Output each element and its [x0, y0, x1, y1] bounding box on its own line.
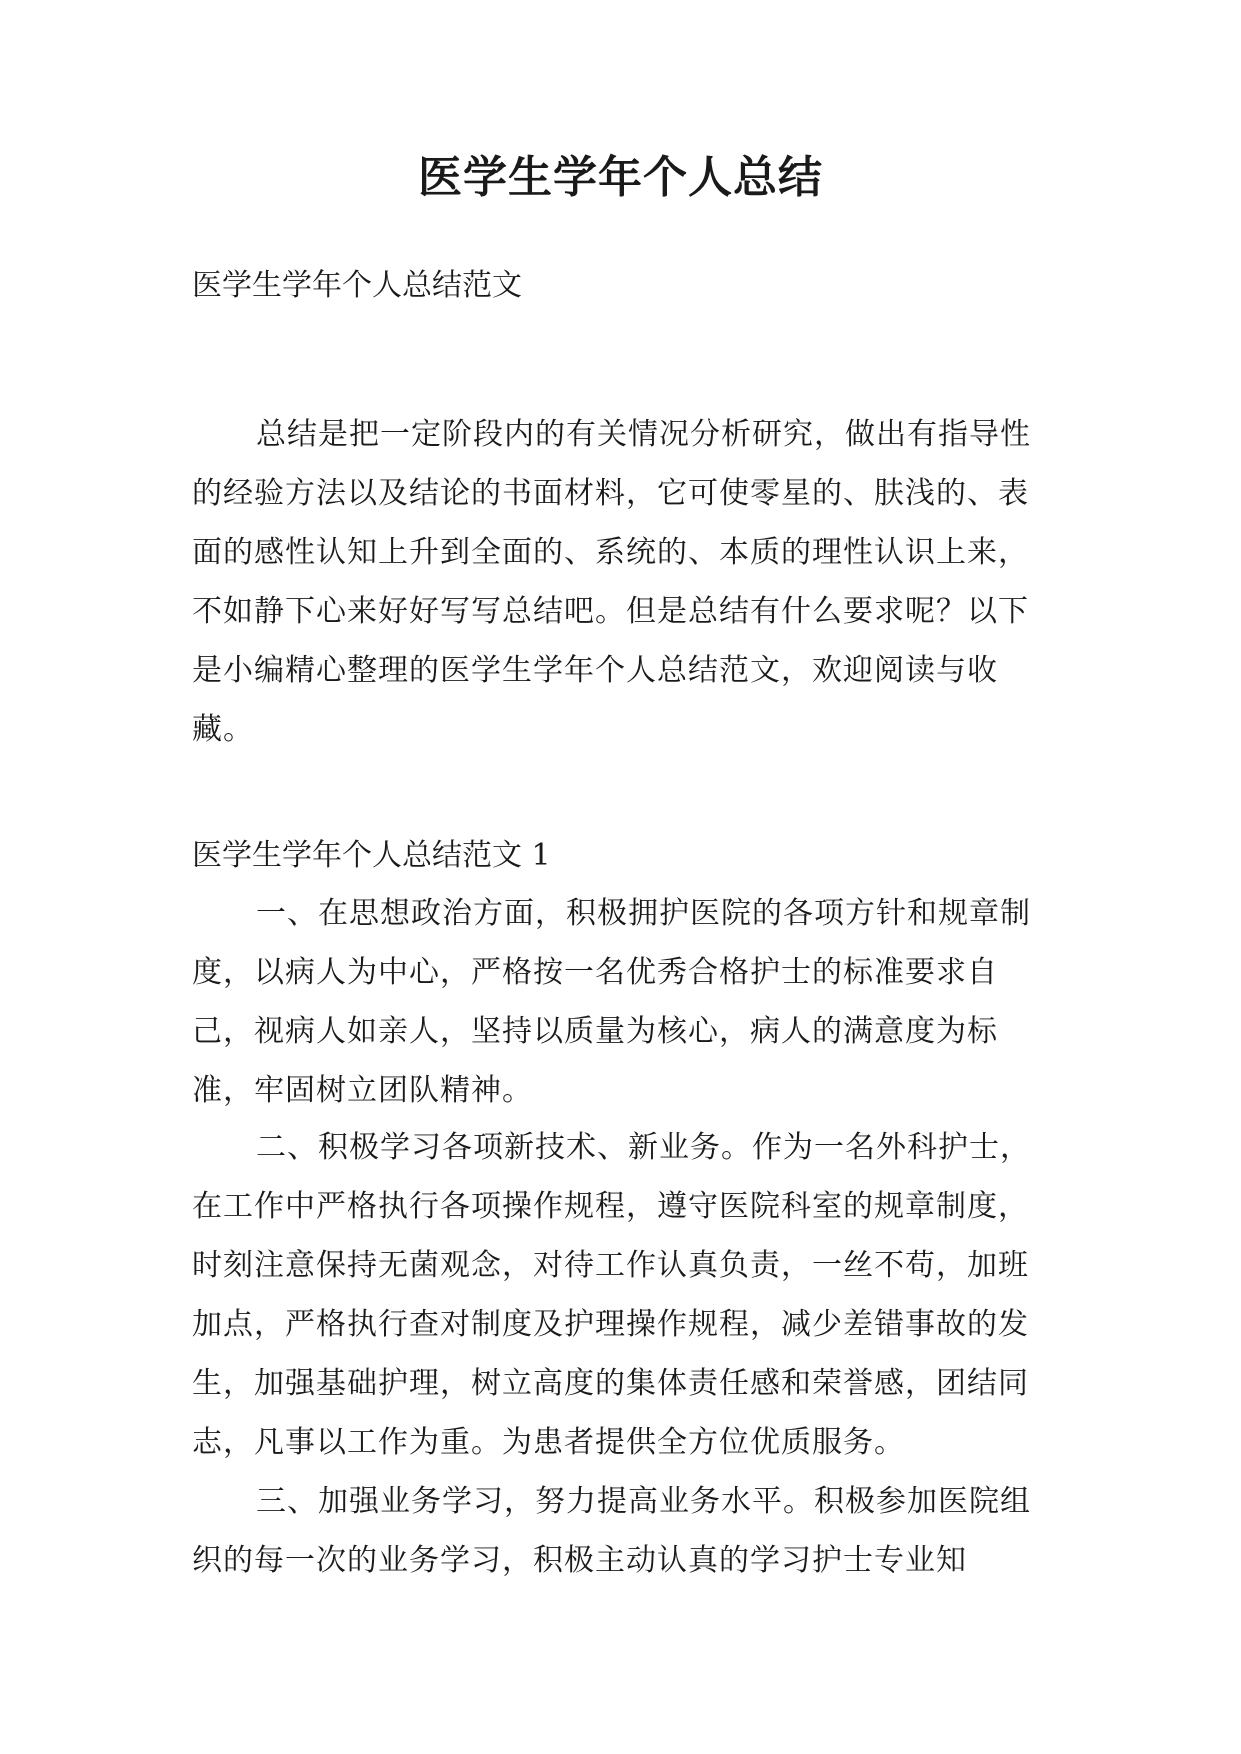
document-title: 医学生学年个人总结 [418, 152, 823, 203]
intro-paragraph: 总结是把一定阶段内的有关情况分析研究，做出有指导性的经验方法以及结论的书面材料，它可使零星的、肤浅的、表面的感性认知上升到全面的、系统的、本质的理性认识上来，不如静下心来好好写写总结吧。但是总结有什么要求呢？以下是小编精心整理的医学生学年个人总结范文，欢迎阅读与收藏。 [192, 417, 1031, 747]
body-paragraph-1: 一、在思想政治方面，积极拥护医院的各项方针和规章制度，以病人为中心，严格按一名优秀合格护士的标准要求自己，视病人如亲人，坚持以质量为核心，病人的满意度为标准，牢固树立团队精神。 [192, 896, 1031, 1108]
body-paragraph-3: 三、加强业务学习，努力提高业务水平。积极参加医院组织的每一次的业务学习，积极主动认真的学习护士专业知 [192, 1484, 1031, 1578]
document-subtitle: 医学生学年个人总结范文 [192, 268, 522, 303]
body-paragraph-2: 二、积极学习各项新技术、新业务。作为一名外科护士，在工作中严格执行各项操作规程，遵守医院科室的规章制度，时刻注意保持无菌观念，对待工作认真负责，一丝不苟，加班加点，严格执行查对制度及护理操作规程，减少差错事故的发生，加强基础护理，树立高度的集体责任感和荣誉感，团结同志，凡事以工作为重。为患者提供全方位优质服务。 [192, 1130, 1031, 1460]
section-heading: 医学生学年个人总结范文 1 [192, 838, 551, 873]
